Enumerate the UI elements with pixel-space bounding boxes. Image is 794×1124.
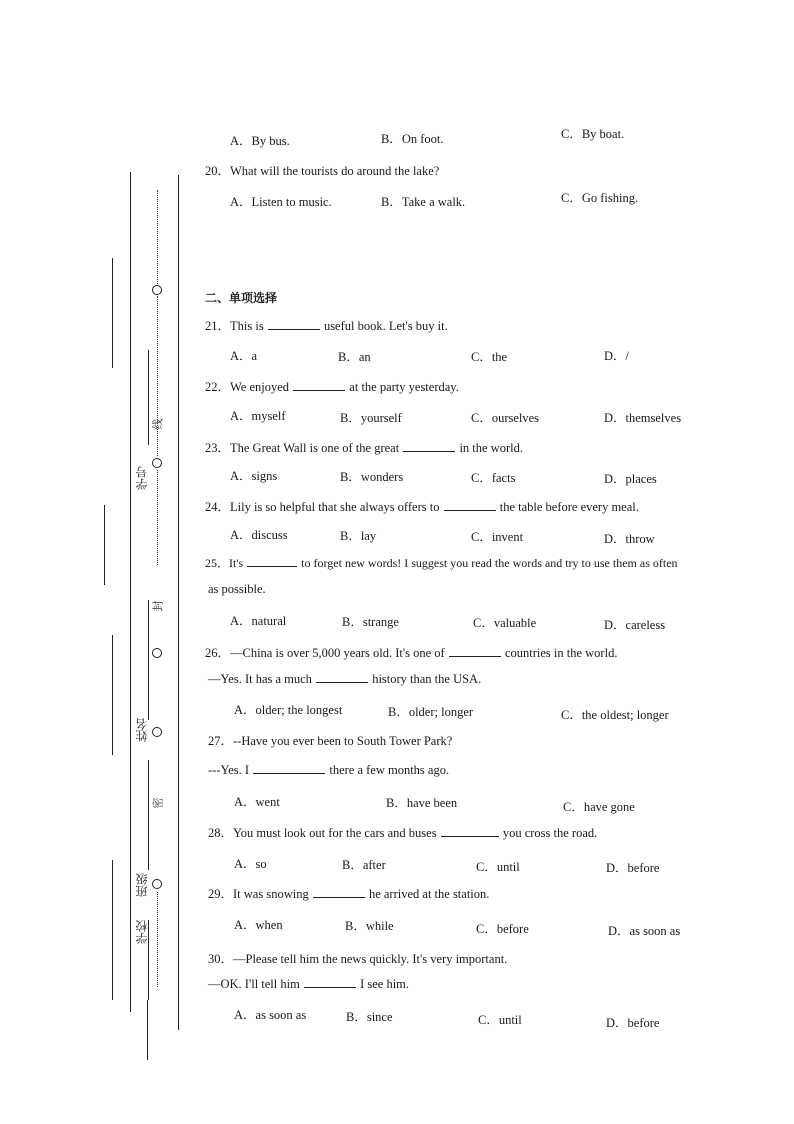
q22-option-c: C．ourselves <box>471 411 540 425</box>
q27-reply <box>208 762 449 778</box>
q29-stem-post: he arrived at the station. <box>368 887 490 901</box>
q23-stem-pre: 23．The Great Wall is one of the great <box>205 441 400 455</box>
q20-option-b: B．Take a walk. <box>381 195 466 209</box>
q24-option-c: C．invent <box>471 530 524 544</box>
q25-stem-pre: 25．It's <box>205 556 244 570</box>
section-title: 二、单项选择 <box>205 291 278 305</box>
q22-blank <box>293 379 345 391</box>
outer-binding-line <box>130 172 131 1012</box>
q25-stem-post: to forget new words! I suggest you read the words and try to use them as often <box>301 556 678 570</box>
q28-blank <box>441 825 499 837</box>
binding-hole <box>152 648 162 658</box>
q21-option-c: C．the <box>471 350 508 364</box>
q25-stem-continuation: as possible. <box>208 582 266 596</box>
q29-option-a: A．when <box>234 918 283 932</box>
q23-option-a: A．signs <box>230 469 278 483</box>
bottom-left-line <box>147 1000 148 1060</box>
q27-reply-post: there a few months ago. <box>329 763 450 777</box>
q25-stem <box>205 554 678 571</box>
field-line <box>148 600 149 720</box>
q28-stem-pre: 28．You must look out for the cars and buses <box>208 826 437 840</box>
q21-option-a: A．a <box>230 349 258 363</box>
cut-line <box>157 892 158 987</box>
q23-option-c: C．facts <box>471 471 516 485</box>
q29-option-b: B．while <box>345 919 394 933</box>
binding-hole <box>152 879 162 889</box>
q29-stem-pre: 29．It was snowing <box>208 887 309 901</box>
q20-option-a: A．Listen to music. <box>230 195 332 209</box>
q24-option-a: A．discuss <box>230 528 288 542</box>
q23-blank <box>403 440 455 452</box>
student-number-label: 学号 <box>135 466 149 490</box>
q27-option-a: A．went <box>234 795 280 809</box>
q26-stem-post: countries in the world. <box>504 646 618 660</box>
q27-reply-pre: ---Yes. I <box>208 763 250 777</box>
q25-option-d: D．careless <box>604 618 666 632</box>
school-label: 学校 <box>135 920 149 944</box>
q30-blank <box>304 976 356 988</box>
name-label: 姓名 <box>135 718 149 742</box>
q30-option-a: A．as soon as <box>234 1008 307 1022</box>
q29-option-c: C．before <box>476 922 529 936</box>
seal-mi: 密 <box>151 797 165 809</box>
q30-reply-pre: —OK. I'll tell him <box>208 977 300 991</box>
q29-stem <box>208 884 489 902</box>
q22-stem-pre: 22．We enjoyed <box>205 380 290 394</box>
q20-option-c: C．Go fishing. <box>561 191 639 205</box>
q23-option-b: B．wonders <box>340 470 404 484</box>
q24-stem-post: the table before every meal. <box>499 500 639 514</box>
binding-hole <box>152 458 162 468</box>
q29-option-d: D．as soon as <box>608 924 681 938</box>
q26-option-c: C．the oldest; longer <box>561 708 669 722</box>
q25-blank <box>247 555 297 567</box>
q21-stem <box>205 316 448 334</box>
q21-option-b: B．an <box>338 350 371 364</box>
q27-option-c: C．have gone <box>563 800 635 814</box>
q20-stem: 20．What will the tourists do around the lake? <box>205 164 440 178</box>
cut-line <box>157 296 158 456</box>
q24-stem <box>205 497 639 515</box>
q26-blank-2 <box>316 671 368 683</box>
q30-option-b: B．since <box>346 1010 393 1024</box>
q30-option-c: C．until <box>478 1013 522 1027</box>
q28-stem <box>208 823 597 841</box>
q25-option-b: B．strange <box>342 615 399 629</box>
q26-blank-1 <box>449 645 501 657</box>
q21-stem-post: useful book. Let's buy it. <box>323 319 448 333</box>
q22-option-b: B．yourself <box>340 411 402 425</box>
seal-feng: 封 <box>151 600 165 612</box>
inner-binding-line <box>178 175 179 1030</box>
q23-stem-post: in the world. <box>459 441 523 455</box>
cut-line <box>157 470 158 565</box>
q19-option-a: A．By bus. <box>230 134 290 148</box>
binding-hole <box>152 285 162 295</box>
q28-option-a: A．so <box>234 857 267 871</box>
q23-stem <box>205 438 523 456</box>
q25-option-a: A．natural <box>230 614 287 628</box>
q26-option-b: B．older; longer <box>388 705 474 719</box>
q22-stem <box>205 377 459 395</box>
q28-stem-post: you cross the road. <box>502 826 598 840</box>
q22-option-d: D．themselves <box>604 411 682 425</box>
q25-option-c: C．valuable <box>473 616 537 630</box>
field-line <box>148 350 149 445</box>
q24-option-d: D．throw <box>604 532 655 546</box>
q26-reply-pre: —Yes. It has a much <box>208 672 312 686</box>
cut-line <box>157 190 158 286</box>
far-left-line <box>112 258 113 368</box>
q26-option-a: A．older; the longest <box>234 703 343 717</box>
field-line <box>148 760 149 870</box>
far-left-line-3 <box>112 635 113 755</box>
q27-option-b: B．have been <box>386 796 458 810</box>
q24-option-b: B．lay <box>340 529 377 543</box>
binding-hole <box>152 727 162 737</box>
seal-xian: 线 <box>151 418 165 430</box>
q21-stem-pre: 21．This is <box>205 319 264 333</box>
q26-reply <box>208 671 481 687</box>
class-label: 班级 <box>135 873 149 897</box>
q21-option-d: D．/ <box>604 349 630 363</box>
q30-reply <box>208 976 409 992</box>
q22-option-a: A．myself <box>230 409 286 423</box>
q24-blank <box>444 499 496 511</box>
q27-stem: 27．--Have you ever been to South Tower Park? <box>208 734 453 748</box>
q26-reply-post: history than the USA. <box>372 672 482 686</box>
q24-stem-pre: 24．Lily is so helpful that she always offers to <box>205 500 440 514</box>
q26-stem <box>205 643 617 661</box>
q28-option-b: B．after <box>342 858 386 872</box>
q27-blank <box>253 762 325 774</box>
far-left-line-4 <box>112 860 113 1000</box>
q21-blank <box>268 318 320 330</box>
q19-option-c: C．By boat. <box>561 127 625 141</box>
far-left-line-2 <box>104 505 105 585</box>
q30-option-d: D．before <box>606 1016 660 1030</box>
q30-stem: 30．—Please tell him the news quickly. It's very important. <box>208 952 508 966</box>
q29-blank <box>313 886 365 898</box>
q28-option-d: D．before <box>606 861 660 875</box>
q30-reply-post: I see him. <box>360 977 410 991</box>
q22-stem-post: at the party yesterday. <box>349 380 459 394</box>
q23-option-d: D．places <box>604 472 657 486</box>
q28-option-c: C．until <box>476 860 520 874</box>
q26-stem-pre: 26．—China is over 5,000 years old. It's one of <box>205 646 445 660</box>
q19-option-b: B．On foot. <box>381 132 444 146</box>
